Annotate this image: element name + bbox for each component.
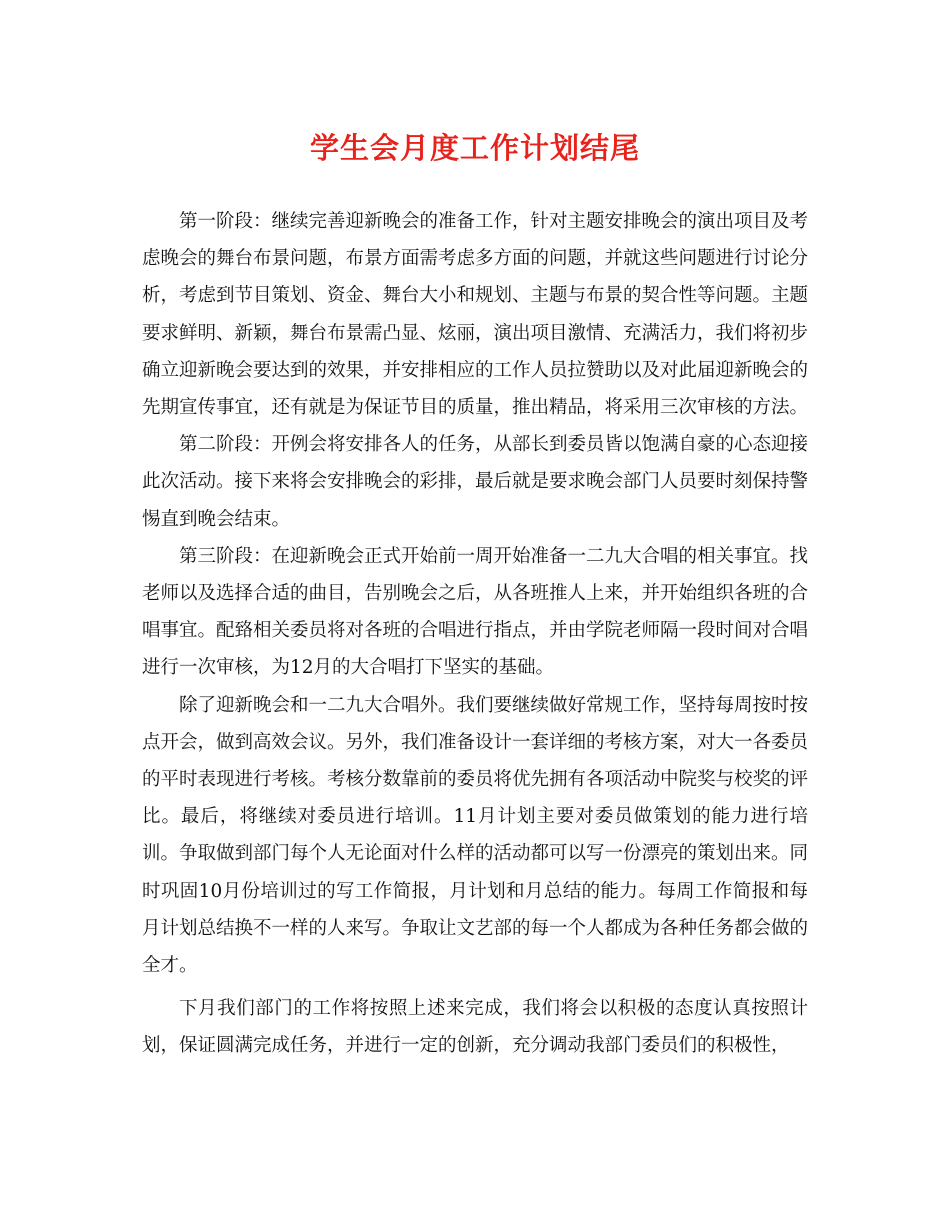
document-title: 学生会月度工作计划结尾 [309,131,640,165]
paragraph-routine-work: 除了迎新晚会和一二九大合唱外。我们要继续做好常规工作，坚持每周按时按点开会，做到高效会议。另外，我们准备设计一套详细的考核方案，对大一各委员的平时表现进行考核。考核分数靠前的委员将优先拥有各项活动中院奖与校奖的评比。最后，将继续对委员进行培训。11月计划主要对委员做策划的能力进行培训。争取做到部门每个人无论面对什么样的活动都可以写一份漂亮的策划出来。同时巩固10月份培训过的写工作简报，月计划和月总结的能力。每周工作简报和每月计划总结换不一样的人来写。争取让文艺部的每一个人都成为各种任务都会做的全才。 [142,694,809,977]
paragraph-stage-two: 第二阶段：开例会将安排各人的任务，从部长到委员皆以饱满自豪的心态迎接此次活动。接下来将会安排晚会的彩排，最后就是要求晚会部门人员要时刻保持警惕直到晚会结束。 [142,434,809,530]
paragraph-stage-three: 第三阶段：在迎新晚会正式开始前一周开始准备一二九大合唱的相关事宜。找老师以及选择合适的曲目，告别晚会之后，从各班推人上来，并开始组织各班的合唱事宜。配臵相关委员将对各班的合唱进行指点，并由学院老师隔一段时间对合唱进行一次审核，为12月的大合唱打下坚实的基础。 [142,545,809,679]
document-body [142,203,808,1065]
paragraph-stage-one: 第一阶段：继续完善迎新晚会的准备工作，针对主题安排晚会的演出项目及考虑晚会的舞台布景问题，布景方面需考虑多方面的问题，并就这些问题进行讨论分析，考虑到节目策划、资金、舞台大小和规划、主题与布景的契合性等问题。主题要求鲜明、新颖，舞台布景需凸显、炫丽，演出项目激情、充满活力，我们将初步确立迎新晚会要达到的效果，并安排相应的工作人员拉赞助以及对此届迎新晚会的先期宣传事宜，还有就是为保证节目的质量，推出精品，将采用三次审核的方法。 [142,211,809,419]
paragraph-closing: 下月我们部门的工作将按照上述来完成，我们将会以积极的态度认真按照计划，保证圆满完成任务，并进行一定的创新，充分调动我部门委员们的积极性， [142,998,808,1057]
